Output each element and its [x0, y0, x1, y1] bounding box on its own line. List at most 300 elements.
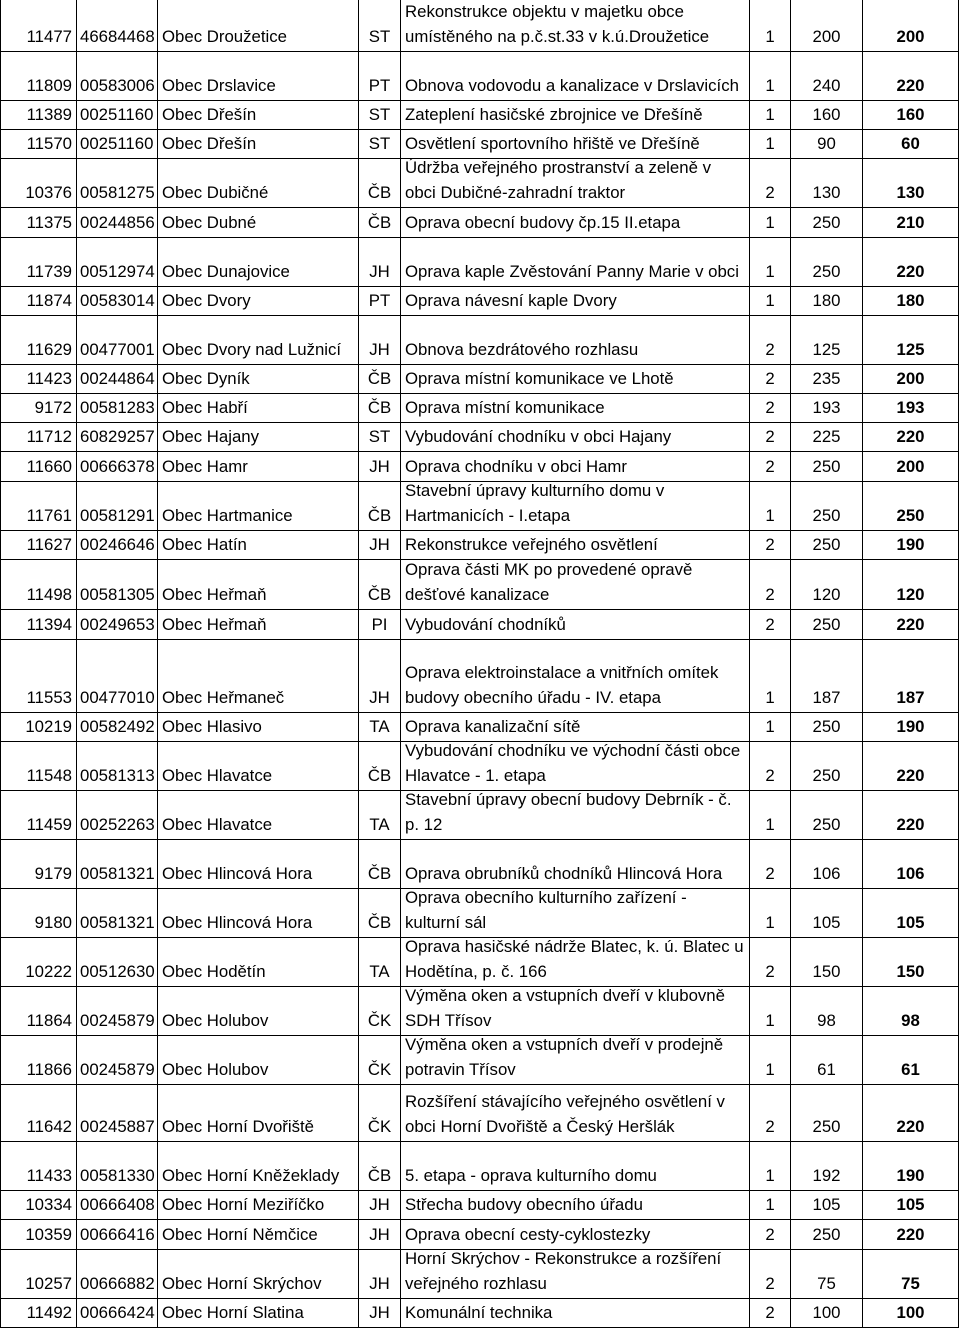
requested-amount: 125	[812, 339, 841, 359]
table-row	[1, 840, 959, 889]
municipality-name: Obec Habří	[162, 397, 248, 417]
granted-amount-cell	[863, 889, 959, 937]
region-code: JH	[369, 534, 390, 554]
record-id: 11394	[26, 614, 72, 634]
project-description-cell	[401, 889, 750, 937]
ico-number-cell	[77, 791, 158, 839]
requested-amount-cell	[791, 560, 863, 609]
record-id: 11548	[26, 765, 72, 785]
region-code-cell	[359, 1036, 401, 1084]
ico-number-cell	[77, 101, 158, 129]
priority-cell	[750, 987, 791, 1035]
region-code-cell	[359, 130, 401, 158]
project-description-cell	[401, 1036, 750, 1084]
region-code: ST	[368, 426, 391, 446]
municipality-name: Obec Heřmaneč	[162, 687, 285, 707]
record-id: 11477	[26, 26, 72, 46]
ico-number: 00477001	[80, 339, 155, 359]
requested-amount-cell	[791, 713, 863, 741]
region-code: PI	[371, 614, 388, 634]
granted-amount-cell	[863, 531, 959, 559]
ico-number: 00581305	[80, 584, 155, 604]
table-row	[1, 987, 959, 1036]
table-row	[1, 394, 959, 423]
region-code-cell	[359, 423, 401, 451]
ico-number: 60829257	[80, 426, 155, 446]
requested-amount: 130	[812, 182, 841, 202]
municipality-name-cell	[158, 130, 359, 158]
priority-cell	[750, 1142, 791, 1190]
table-row	[1, 889, 959, 938]
municipality-name-cell	[158, 0, 359, 51]
ico-number: 00249653	[80, 614, 155, 634]
requested-amount: 200	[812, 26, 841, 46]
granted-amount-cell	[863, 0, 959, 51]
municipality-name: Obec Horní Skrýchov	[162, 1273, 322, 1293]
requested-amount: 250	[812, 534, 841, 554]
granted-amount-cell	[863, 1299, 959, 1327]
priority: 2	[765, 961, 775, 981]
municipality-name-cell	[158, 1142, 359, 1190]
description-line: Oprava kaple Zvěstování Panny Marie v obci	[405, 261, 739, 281]
requested-amount: 180	[812, 290, 841, 310]
record-id: 11739	[26, 261, 72, 281]
priority: 1	[765, 814, 775, 834]
requested-amount-cell	[791, 238, 863, 286]
project-description-cell	[401, 640, 750, 712]
ico-number-cell	[77, 238, 158, 286]
ico-number: 00666882	[80, 1273, 155, 1293]
region-code: ČK	[367, 1116, 392, 1136]
granted-amount: 250	[896, 505, 925, 525]
region-code-cell	[359, 316, 401, 364]
table-row	[1, 452, 959, 482]
municipality-name: Obec Dvory	[162, 290, 251, 310]
record-id-cell	[1, 1191, 77, 1219]
ico-number: 00581330	[80, 1165, 155, 1185]
granted-amount-cell	[863, 840, 959, 888]
priority: 1	[765, 104, 775, 124]
requested-amount-cell	[791, 1085, 863, 1141]
requested-amount-cell	[791, 840, 863, 888]
region-code: ST	[368, 104, 391, 124]
description-line: Střecha budovy obecního úřadu	[405, 1194, 643, 1214]
record-id-cell	[1, 287, 77, 315]
ico-number: 00512630	[80, 961, 155, 981]
record-id-cell	[1, 423, 77, 451]
region-code-cell	[359, 938, 401, 986]
ico-number-cell	[77, 394, 158, 422]
project-description-cell	[401, 0, 750, 51]
record-id: 11389	[26, 104, 72, 124]
priority-cell	[750, 316, 791, 364]
ico-number: 00581321	[80, 912, 155, 932]
ico-number: 00251160	[80, 104, 154, 124]
priority: 2	[765, 765, 775, 785]
granted-amount-cell	[863, 1220, 959, 1249]
project-description-cell	[401, 713, 750, 741]
granted-amount: 190	[896, 1165, 925, 1185]
description-line: Komunální technika	[405, 1302, 553, 1322]
priority: 2	[765, 456, 775, 476]
description-line: Oprava návesní kaple Dvory	[405, 290, 617, 310]
requested-amount-cell	[791, 394, 863, 422]
record-id-cell	[1, 1036, 77, 1084]
municipality-name-cell	[158, 238, 359, 286]
region-code-cell	[359, 640, 401, 712]
ico-number-cell	[77, 889, 158, 937]
priority-cell	[750, 101, 791, 129]
description-line: Oprava elektroinstalace a vnitřních omítek	[405, 663, 719, 682]
region-code: JH	[369, 456, 390, 476]
ico-number-cell	[77, 159, 158, 207]
granted-amount: 106	[896, 863, 925, 883]
region-code-cell	[359, 531, 401, 559]
project-description-cell	[401, 365, 750, 393]
municipality-name: Obec Hlavatce	[162, 814, 273, 834]
requested-amount: 235	[812, 368, 841, 388]
description-line: Obnova vodovodu a kanalizace v Drslavicích	[405, 75, 739, 95]
granted-amount: 210	[896, 212, 925, 232]
granted-amount: 187	[896, 687, 925, 707]
municipality-name: Obec Holubov	[162, 1010, 269, 1030]
region-code: ČK	[367, 1010, 392, 1030]
ico-number-cell	[77, 610, 158, 639]
project-description-cell	[401, 130, 750, 158]
priority: 2	[765, 368, 775, 388]
record-id: 10219	[25, 716, 72, 736]
region-code: JH	[369, 339, 390, 359]
record-id: 11761	[26, 505, 72, 525]
description-line: Oprava chodníku v obci Hamr	[405, 456, 627, 476]
requested-amount: 192	[812, 1165, 841, 1185]
project-description-cell	[401, 208, 750, 237]
municipality-name-cell	[158, 394, 359, 422]
region-code: PT	[368, 75, 391, 95]
region-code-cell	[359, 791, 401, 839]
priority-cell	[750, 531, 791, 559]
municipality-name-cell	[158, 560, 359, 609]
municipality-name: Obec Dřešín	[162, 133, 257, 153]
project-description-cell	[401, 394, 750, 422]
project-description-cell	[401, 742, 750, 790]
municipality-name: Obec Hatín	[162, 534, 247, 554]
description-line: Hartmanicích - I.etapa	[405, 505, 571, 525]
priority-cell	[750, 1220, 791, 1249]
region-code-cell	[359, 889, 401, 937]
priority-cell	[750, 1299, 791, 1327]
municipality-name: Obec Dubné	[162, 212, 257, 232]
municipality-name-cell	[158, 713, 359, 741]
region-code-cell	[359, 1142, 401, 1190]
granted-amount-cell	[863, 640, 959, 712]
record-id: 11712	[26, 426, 72, 446]
project-description-cell	[401, 287, 750, 315]
region-code-cell	[359, 101, 401, 129]
description-line: Oprava místní komunikace	[405, 397, 605, 417]
table-row	[1, 1085, 959, 1142]
description-line: Oprava části MK po provedené opravě	[405, 560, 693, 579]
requested-amount-cell	[791, 1191, 863, 1219]
record-id-cell	[1, 791, 77, 839]
municipality-name-cell	[158, 208, 359, 237]
record-id-cell	[1, 840, 77, 888]
region-code-cell	[359, 0, 401, 51]
record-id-cell	[1, 238, 77, 286]
requested-amount: 160	[812, 104, 841, 124]
ico-number: 00666416	[80, 1224, 155, 1244]
municipality-name: Obec Dyník	[162, 368, 250, 388]
ico-number-cell	[77, 365, 158, 393]
priority-cell	[750, 1191, 791, 1219]
project-description-cell	[401, 840, 750, 888]
municipality-name-cell	[158, 287, 359, 315]
table-row	[1, 742, 959, 791]
granted-amount: 220	[896, 426, 925, 446]
requested-amount: 150	[812, 961, 841, 981]
region-code: ČB	[367, 182, 392, 202]
priority: 1	[765, 133, 775, 153]
ico-number-cell	[77, 1142, 158, 1190]
table-row	[1, 130, 959, 159]
priority: 2	[765, 1224, 775, 1244]
requested-amount: 250	[812, 261, 841, 281]
project-description-cell	[401, 1191, 750, 1219]
municipality-name-cell	[158, 531, 359, 559]
granted-amount-cell	[863, 159, 959, 207]
description-line: Rozšíření stávajícího veřejného osvětlení v	[405, 1092, 725, 1111]
granted-amount: 120	[896, 584, 925, 604]
record-id: 11874	[26, 290, 72, 310]
requested-amount: 250	[812, 814, 841, 834]
municipality-name: Obec Horní Dvořiště	[162, 1116, 315, 1136]
record-id: 11553	[26, 687, 72, 707]
granted-amount-cell	[863, 938, 959, 986]
requested-amount-cell	[791, 316, 863, 364]
table-row	[1, 159, 959, 208]
description-line: kulturní sál	[405, 912, 487, 932]
region-code: JH	[369, 1302, 390, 1322]
requested-amount-cell	[791, 159, 863, 207]
table-row	[1, 1036, 959, 1085]
requested-amount-cell	[791, 423, 863, 451]
description-line: Hlavatce - 1. etapa	[405, 765, 546, 785]
priority-cell	[750, 1085, 791, 1141]
project-description-cell	[401, 1299, 750, 1327]
ico-number: 00246646	[80, 534, 155, 554]
table-row	[1, 52, 959, 101]
description-line: veřejného rozhlasu	[405, 1273, 547, 1293]
granted-amount-cell	[863, 791, 959, 839]
region-code-cell	[359, 452, 401, 481]
municipality-name: Obec Hamr	[162, 456, 248, 476]
description-line: 5. etapa - oprava kulturního domu	[405, 1165, 657, 1185]
requested-amount-cell	[791, 640, 863, 712]
municipality-name-cell	[158, 365, 359, 393]
priority-cell	[750, 287, 791, 315]
priority-cell	[750, 610, 791, 639]
municipality-name: Obec Hodětín	[162, 961, 266, 981]
granted-amount: 60	[901, 133, 920, 153]
project-description-cell	[401, 938, 750, 986]
record-id-cell	[1, 610, 77, 639]
project-description-cell	[401, 1220, 750, 1249]
region-code: ST	[368, 133, 391, 153]
ico-number-cell	[77, 742, 158, 790]
record-id: 9172	[34, 397, 72, 417]
region-code: ČB	[367, 584, 392, 604]
priority-cell	[750, 394, 791, 422]
description-line: Stavební úpravy kulturního domu v	[405, 482, 665, 500]
record-id-cell	[1, 889, 77, 937]
priority: 1	[765, 26, 775, 46]
record-id: 10359	[25, 1224, 72, 1244]
granted-amount: 193	[896, 397, 925, 417]
ico-number-cell	[77, 423, 158, 451]
municipality-name-cell	[158, 1220, 359, 1249]
requested-amount: 250	[812, 716, 841, 736]
record-id-cell	[1, 560, 77, 609]
record-id-cell	[1, 52, 77, 100]
priority: 1	[765, 687, 775, 707]
municipality-name: Obec Hlincová Hora	[162, 912, 313, 932]
granted-amount-cell	[863, 713, 959, 741]
project-description-cell	[401, 987, 750, 1035]
priority-cell	[750, 1250, 791, 1298]
granted-amount: 61	[901, 1059, 920, 1079]
region-code: ČB	[367, 1165, 392, 1185]
granted-amount: 190	[896, 716, 925, 736]
municipality-name: Obec Horní Kněžeklady	[162, 1165, 340, 1185]
municipality-name-cell	[158, 1299, 359, 1327]
priority-cell	[750, 238, 791, 286]
priority-cell	[750, 840, 791, 888]
table-row	[1, 238, 959, 287]
granted-amount-cell	[863, 287, 959, 315]
region-code-cell	[359, 482, 401, 530]
granted-amount: 200	[896, 456, 925, 476]
requested-amount-cell	[791, 208, 863, 237]
requested-amount-cell	[791, 452, 863, 481]
record-id-cell	[1, 394, 77, 422]
project-description-cell	[401, 52, 750, 100]
granted-amount: 200	[896, 26, 925, 46]
region-code: ČB	[367, 863, 392, 883]
ico-number-cell	[77, 1191, 158, 1219]
granted-amount: 220	[896, 1116, 925, 1136]
municipality-name-cell	[158, 840, 359, 888]
municipality-name: Obec Dvory nad Lužnicí	[162, 339, 342, 359]
municipality-name: Obec Horní Meziříčko	[162, 1194, 325, 1214]
priority-cell	[750, 1036, 791, 1084]
requested-amount: 250	[812, 212, 841, 232]
description-line: Výměna oken a vstupních dveří v prodejně	[405, 1036, 724, 1054]
priority-cell	[750, 423, 791, 451]
record-id: 11660	[26, 456, 72, 476]
record-id: 9179	[34, 863, 72, 883]
region-code-cell	[359, 560, 401, 609]
ico-number: 00666378	[80, 456, 155, 476]
municipality-name-cell	[158, 1036, 359, 1084]
ico-number-cell	[77, 713, 158, 741]
region-code-cell	[359, 1250, 401, 1298]
granted-amount: 200	[896, 368, 925, 388]
table-row	[1, 1191, 959, 1220]
granted-amount: 220	[896, 765, 925, 785]
ico-number: 00251160	[80, 133, 154, 153]
record-id: 11866	[26, 1059, 72, 1079]
municipality-name: Obec Heřmaň	[162, 614, 267, 634]
requested-amount-cell	[791, 0, 863, 51]
priority-cell	[750, 0, 791, 51]
record-id-cell	[1, 130, 77, 158]
description-line: Vybudování chodníku v obci Hajany	[405, 426, 672, 446]
priority-cell	[750, 482, 791, 530]
requested-amount-cell	[791, 52, 863, 100]
ico-number-cell	[77, 840, 158, 888]
ico-number-cell	[77, 130, 158, 158]
project-description-cell	[401, 610, 750, 639]
requested-amount: 75	[817, 1273, 836, 1293]
record-id-cell	[1, 1250, 77, 1298]
granted-amount-cell	[863, 238, 959, 286]
description-line: Oprava obecního kulturního zařízení -	[405, 889, 687, 907]
record-id: 11570	[26, 133, 72, 153]
project-description-cell	[401, 1085, 750, 1141]
priority: 2	[765, 397, 775, 417]
priority: 2	[765, 1273, 775, 1293]
municipality-name-cell	[158, 987, 359, 1035]
granted-amount: 180	[896, 290, 925, 310]
table-row	[1, 0, 959, 52]
requested-amount: 250	[812, 1224, 841, 1244]
requested-amount: 187	[812, 687, 841, 707]
granted-amount: 130	[896, 182, 925, 202]
ico-number: 46684468	[80, 26, 155, 46]
priority-cell	[750, 452, 791, 481]
project-description-cell	[401, 791, 750, 839]
table-row	[1, 713, 959, 742]
granted-amount: 150	[896, 961, 925, 981]
granted-amount-cell	[863, 987, 959, 1035]
description-line: dešťové kanalizace	[405, 584, 550, 604]
description-line: Oprava obrubníků chodníků Hlincová Hora	[405, 863, 723, 883]
municipality-name: Obec Hlavatce	[162, 765, 273, 785]
municipality-name-cell	[158, 610, 359, 639]
region-code-cell	[359, 987, 401, 1035]
requested-amount-cell	[791, 1220, 863, 1249]
requested-amount: 250	[812, 614, 841, 634]
requested-amount-cell	[791, 1142, 863, 1190]
table-row	[1, 1142, 959, 1191]
priority: 1	[765, 75, 775, 95]
region-code: JH	[369, 1194, 390, 1214]
ico-number-cell	[77, 531, 158, 559]
region-code-cell	[359, 1085, 401, 1141]
record-id-cell	[1, 482, 77, 530]
priority: 2	[765, 339, 775, 359]
record-id-cell	[1, 1142, 77, 1190]
municipality-name-cell	[158, 1085, 359, 1141]
description-line: Oprava kanalizační sítě	[405, 716, 581, 736]
record-id: 11629	[26, 339, 72, 359]
requested-amount-cell	[791, 889, 863, 937]
municipality-name: Obec Dunajovice	[162, 261, 290, 281]
record-id: 11459	[26, 814, 72, 834]
granted-amount-cell	[863, 452, 959, 481]
record-id: 11433	[26, 1165, 72, 1185]
requested-amount-cell	[791, 101, 863, 129]
